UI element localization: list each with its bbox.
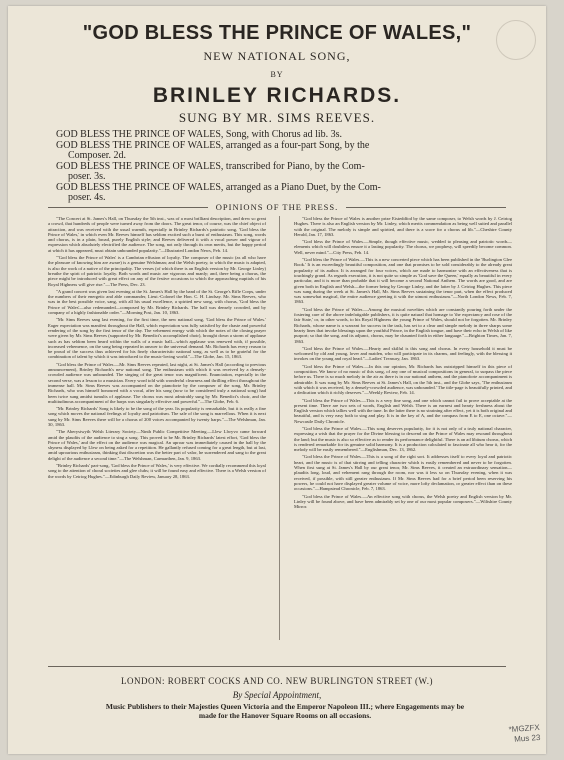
press-review: "God bless the Prince of Wales.—This is a new concerted piece which has been published in the 'Burlington Glee Book.' It is an exceedingly beautiful composition, and one that promises to be sold considerably to the already great popularity of its author. It is arranged for four voices, which are made to harmonize with an effectiveness that is touchingly grand. As regards execution, it is not quite so simple as 'God save the Queen,' equally as beautiful in every particular, and it is more than probable that it will become a second National Anthem. The words are good, and are given both in English and Welsh—the former being by George Linley, and the latter by J. Ceiriog Hughes. This piece was sung during the week at St. James's Hall, Mr. Sims Reeves sustaining the tenor part, when the effect produced was somewhat magical, the entire audience greeting it with the utmost enthusiasm."—North London News, Feb. 7, 1863.: [294, 257, 512, 305]
sung-by-line: SUNG BY MR. SIMS REEVES.: [178, 110, 376, 125]
edition-item: GOD BLESS THE PRINCE OF WALES, arranged as a Piano Duet, by the Com- poser. 4s.: [56, 182, 381, 203]
press-review: "Mr. Sims Reeves sang last evening, for the first time, the new national song, 'God bless the Prince of Wales.' Eager expectation was manifest throughout the Hall, which expectation was fully satisfied by the chaste and powerful rendering of the song by the first tenor of the day. The vehement energy with which the notes of the closing prayer were given by Mr. Sims Reeves (supported by Mr. Benedict's accomplished choir), brought down a storm of applause such as has seldom been heard within the walls of a music hall—which applause was renewed with, if possible, increased vehemence, on the song being repeated in answer to the universal demand. Mr. Richards has every reason to be proud of the success thus achieved for his finely characteristic national song, as well as to be grateful for the combination of talent by which it was introduced to the music-loving world."—The Globe, Jan. 15, 1863.: [48, 317, 266, 360]
special-appointment: By Special Appointment,: [232, 690, 322, 700]
press-review: "'God bless the Prince of Wales' is a Cambrian effusion of loyalty. The composer of the music (as all who have the pleasure of knowing him are aware) is a genuine Welshman; and the Welsh poetry, to which the music is adapted, is also the work of a native of the principality. The verses (of which there is an English version by Mr. George Linley) breathe the spirit of patriotic loyalty. Both words and music are vigorous and manly; and, there being a chorus, the piece might be introduced with great effect on any of the festive occasions to which the approaching nuptials of his Royal Highness will give rise."—The Press, Dec. 23.: [48, 255, 266, 287]
press-review: "God bless the Prince of Wales.—Hearty and skilful is this song and chorus. In every household it must be welcomed by old and young, lover and maiden, who will participate in its charms, and feelingly, with the blessing it invokes on the young and royal head."—Ladies' Treasury, Jan. 1863.: [294, 345, 512, 362]
music-publishers-note: Music Publishers to their Majesties Queen Victoria and the Emperor Napoleon III.; where Engagements may be made for the Hanover Square Rooms on all occasions.: [105, 702, 465, 720]
press-review: "God bless the Prince of Wales.—This song deserves popularity, for it is not only of a truly national character, expressing a wish that the prayer for the Divine blessing to descend on the Prince of Wales may resound throughout the land; but the music is also so effective as to render its performance delightful. There is an ad libitum chorus, which is rendered remarkable for its genuine solid harmony. It is a production calculated to fascinate all who hear it, for the melody will be easily remembered."—Englishman, Dec. 13, 1862.: [294, 425, 512, 453]
press-review: "God bless the Prince of Wales.—Mr. Sims Reeves repeated, last night, at St. James's Hall (according to previous announcement), Brinley Richards's new national song. The enthusiasm with which it was received by a densely-crowded audience was unbounded. The singing of the great tenor was magnificent. Enunciation, especially in the second verse, was a lesson to a musician. Every word told with wonderful clearness and thrilling effect throughout the immense hall. Mr. Sims Reeves was accompanied on the pianoforte by the composer of the song, Mr. Brinley Richards, who was himself honoured with a vocal, after his song (now to be considered truly a national song) had been twice sung amidst tumults of applause. The chorus was most admirably sung by Mr. Benedict's choir, and the multitudinous accompaniment of the harps was singularly effective and powerful."—The Globe, Feb. 6.: [48, 361, 266, 404]
edition-item: GOD BLESS THE PRINCE OF WALES, arranged as a four-part Song, by the Composer. 2d.: [56, 140, 370, 161]
footer-rule: [48, 666, 506, 667]
opinions-heading: OPINIONS OF THE PRESS.: [215, 202, 339, 212]
press-review: "God bless the Prince of Wales.—This is a very fine song, and one which cannot fail to prove acceptable at the present time. There are two sets of words, English and Welsh. There is an earnest and hearty freshness about the English version which tallies well with the tune. In the latter there is no straining after effect, yet it is both original and beautiful, and is very easy both to sing and play. It is in the key of A, and the compass from E to E, one octave."—Newcastle Daily Chronicle.: [294, 397, 512, 424]
reviews-column-right: [294, 216, 512, 644]
press-review: "The Aberystwyth Welsh Literary Society—Ninth Public Competitive Meeting.—Llew Llwyvo came forward amid the plaudits of the audience to sing a song. This proved to be Mr. Brinley Richards' latest effort, 'God bless the Prince of Wales,' and the effect on the audience was magical. An uproar was immediately caused in the hall by the shyness displayed by Llew on being asked for a repetition. He gallantly refused coming for a great length, but at last, amid uproarious enthusiasm, thinking that discretion was the better part of valor, he surrendered and sang to the great delight of the audience a second time."—The Welshman, Carmarthen, Jan. 9, 1863.: [48, 429, 266, 461]
heading-rule-right: [346, 207, 506, 208]
song-subtitle: NEW NATIONAL SONG,: [203, 49, 351, 63]
press-review: "God bless the Prince of Wales.—Among the musical novelties which are constantly pouring forth under the fostering care of the above indefatigable publishers, it is quite natural that homage to 'the expectancy and rose of the fair State,' or, in other words, to his Royal Highness the young Prince of Wales, should not be forgotten. Mr. Brinley Richards, whose name is a warrant for success in the task, has set to a clear and simple melody in three sharps some hearty lines that invoke blessings upon the youthful Prince, in the English tongue, and have their echo in Welsh of like purport; so that the song, and its adjunct, chorus, may be chaunted forth in either language."—Brighton Times, Jan. 7, 1863.: [294, 306, 512, 344]
press-review: "God bless the Prince of Wales.—This is a song of the right sort. It addresses itself to every loyal and patriotic heart, and the music is of that stirring and telling character which is easily remembered and never to be forgotten. When first sung at St. James's Hall by our great tenor, Mr. Sims Reeves, it created an extraordinary sensation—plaudits long, loud, and vehement rang through the room, nor was it less so on Thursday evening, when it was received, if possible, with still greater enthusiasm. If Mr. Sims Reeves had for a brief period been reserving his powers, he could not have displayed greater volume of voice, more lofty declamation, or greater effect than on these occasions."—Hampstead Chronicle, Feb. 7, 1863.: [294, 454, 512, 492]
press-review: "The Concert at St. James's Hall, on Thursday the 5th inst., was of a most brilliant description, and drew so great a crowd, that hundreds of people were turned away from the doors. The great tenor, of course, was the chief object of attraction, and was received with the usual warmth, especially in Brinley Richards's patriotic song, 'God bless the Prince of Wales,' in which even Mr. Reeves himself has seldom excited such a burst of enthusiasm. This song, words and chorus, is in a plain, broad, purely English style; and Reeves delivered it with a vocal power and vigour of expression which absolutely electrified the audience. The song, not only through its own merits, but the happy period at which it has appeared, must obtain unbounded popularity."—Illustrated London News, Feb. 14.: [48, 216, 266, 253]
sheet-music-page: [8, 6, 546, 754]
by-label: BY: [270, 70, 284, 79]
column-divider: [279, 216, 280, 640]
press-review: "God bless the Prince of Wales.—An effective song with chorus, the Welsh poetry and English version by Mr. Linley will be found above, and have been admirably set by one of our most popular composers."—Wiltshire County Mirror.: [294, 493, 512, 510]
song-title: "GOD BLESS THE PRINCE OF WALES,": [82, 22, 472, 44]
composer-name: BRINLEY RICHARDS.: [152, 84, 402, 107]
editions-list: [56, 130, 512, 204]
reviews-column-left: [48, 216, 266, 644]
press-review: "Brinley Richards' part-song, 'God bless the Prince of Wales,' is very effective. We cordially recommend this loyal song to the attention of choral societies and glee clubs; it will be found easy and effective. There is a Welsh version of the words by Ceiriog Hughes."—Edinburgh Daily Review, January 28, 1863.: [48, 463, 266, 479]
press-review: "Mr. Brinley Richards' Song is likely to be the song of the year. Its popularity is remarkable, but it is really a fine song which moves the national feelings of loyalty and patriotism. The sale of the song is marvellous. When it is next sung by Mr. Sims Reeves there will be a chorus of 200 voices accompanied by twenty harps."—The Welshman, Jan. 30, 1863.: [48, 406, 266, 427]
publisher-address: LONDON: ROBERT COCKS AND CO. NEW BURLINGTON STREET (W.): [121, 676, 433, 686]
edition-item: GOD BLESS THE PRINCE OF WALES, Song, with Chorus ad lib. 3s.: [56, 129, 343, 140]
press-review: "God bless the Prince of Wales.—Simple, though effective music, wedded to pleasing and patriotic words—elements which will doubtless ensure it a lasting popularity. The chorus, we prophesy, will speedily become common. Well, never mind."—City Press, Feb. 14.: [294, 239, 512, 255]
edition-item: GOD BLESS THE PRINCE OF WALES, transcribed for Piano, by the Com- poser. 3s.: [56, 161, 365, 182]
press-review: "A grand concert was given last evening at the St. James's Hall by the band of the St. George's Rifle Corps, under the numbers of their energetic and able commander, Lieut.-Colonel the Hon. C. H. Lindsay. Mr. Sims Reeves, who was in the best possible voice, sang, with all his usual excellence, a spirited new song, with chorus, 'God bless the Prince of Wales'—also redemanded—composed by Mr. Brinley Richards. The hall was densely crowded, and by company of a highly fashionable order."—Morning Post, Jan. 10, 1863.: [48, 288, 266, 316]
library-call-number: *MGZFX Mus 23: [508, 722, 541, 744]
press-review: "God bless the Prince of Wales is another prize Eisteddfod by the same composer, to Welsh words by J. Ceiriog Hughes. There is also an English version by Mr. Linley, which merits commendation as being well suited and parallel with the original. The melody is simple and spirited, and there is a score for a chorus ad lib."—Cheshire County Herald, Jan. 17, 1863.: [294, 216, 512, 237]
press-review: "God bless the Prince of Wales.—In this our opinion, Mr. Richards has outstripped himself in this piece of composition. We know of no music of this song, of any one of musical compositions in general, to surpass the piece before us. There is so much melody in the air as there is in our national anthem, and the pianoforte accompaniment is admirable. It was sung by Mr. Sims Reeves at St. James's Hall, on the 5th inst., and the Globe says, 'The enthusiasm with which it was received, by a densely-crowded audience, was unbounded.' The title-page is beautifully printed, and a dedication which it richly deserves."—Weekly Review, Feb. 14.: [294, 363, 512, 396]
